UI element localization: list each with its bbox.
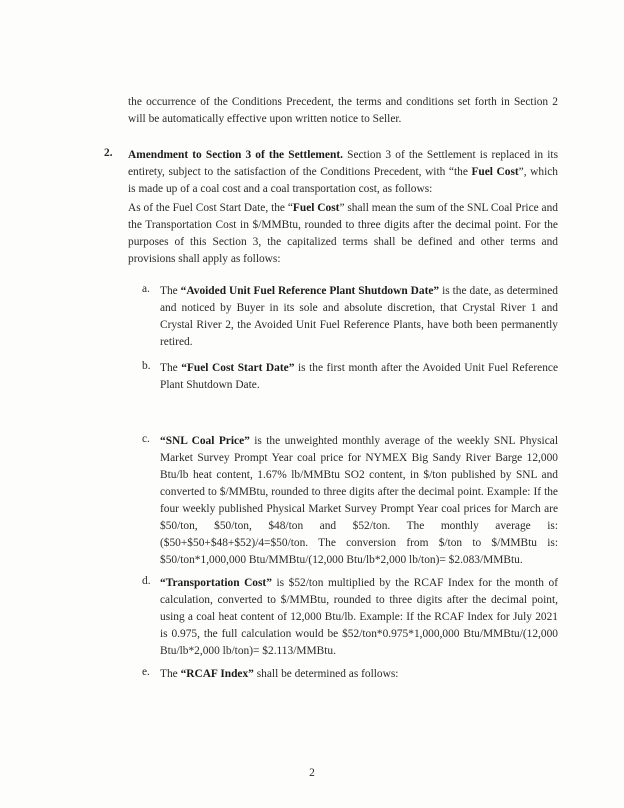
item-term: “Transportation Cost” xyxy=(160,577,272,589)
item-text: is the unweighted monthly average of the weekly SNL Physical Market Survey Prompt Year coal price for NYMEX Big Sandy River Barge 12,000 Btu/lb heat content, 1.67% lb/MMBtu SO2 content, in $/ton published by SNL and converted to $/MMBtu, rounded to three digits after the decimal point. Example: If the four weekly published Physical Market Survey Prompt Year coal prices for March are $50/ton, $50/ton, $48/ton and $52/ton. The monthly average is: ($50+$50+$48+$52)/4=$50/ton. The conversion from $/ton to $/MMBtu is: $50/ton*1,000,000 Btu/MMBtu/(12,000 Btu/lb*2,000 lb/ton)= $2.083/MMBtu. xyxy=(160,435,558,566)
section-text: ”, which is made up of a coal cost and a coal transportation cost, as follows: xyxy=(128,166,558,195)
intro-paragraph xyxy=(128,200,558,268)
item-term: “Avoided Unit Fuel Reference Plant Shutdown Date” xyxy=(180,285,440,297)
item-label: c. xyxy=(142,433,150,445)
item-text: The xyxy=(160,668,181,680)
item-label: b. xyxy=(142,360,151,372)
item-term: “RCAF Index” xyxy=(180,668,254,680)
continuation-text: the occurrence of the Conditions Precedent, the terms and conditions set forth in Section 2 will be automatically effective upon written notice to Seller. xyxy=(128,96,558,125)
list-item xyxy=(160,360,558,394)
section-heading: Amendment to Section 3 of the Settlement. xyxy=(128,149,343,161)
section-text: Section 3 of the Settlement is replaced in its entirety, subject to the satisfaction of the Conditions Precedent, with “the xyxy=(128,149,558,178)
item-text: is the date, as determined and noticed by Buyer in its sole and absolute discretion, that Crystal River 1 and Crystal River 2, the Avoided Unit Fuel Reference Plants, have both been permanently retired. xyxy=(160,285,558,348)
item-text: The xyxy=(160,362,182,374)
item-label: a. xyxy=(142,283,150,295)
item-text: The xyxy=(160,285,181,297)
item-term: “Fuel Cost Start Date” xyxy=(181,362,295,374)
item-label: e. xyxy=(142,666,150,678)
item-text: shall be determined as follows: xyxy=(253,668,399,680)
continuation-paragraph xyxy=(128,94,558,128)
item-term: “SNL Coal Price” xyxy=(160,435,250,447)
item-text: is the first month after the Avoided Unit Fuel Reference Plant Shutdown Date. xyxy=(160,362,559,391)
page-number: 2 xyxy=(309,767,315,779)
section-2-paragraph xyxy=(128,147,558,198)
list-item xyxy=(160,575,558,660)
list-item xyxy=(160,433,558,569)
list-item xyxy=(160,283,558,351)
intro-term: Fuel Cost xyxy=(292,202,340,214)
intro-text: ” shall mean the sum of the SNL Coal Price and the Transportation Cost in $/MMBtu, rounded to three digits after the decimal point. For the purposes of this Section 3, the capitalized terms shall be defined and other terms and provisions shall apply as follows: xyxy=(128,202,559,265)
section-number: 2. xyxy=(104,147,113,159)
section-term: Fuel Cost xyxy=(471,166,519,178)
list-item xyxy=(160,666,558,683)
item-label: d. xyxy=(142,575,151,587)
item-text: is $52/ton multiplied by the RCAF Index for the month of calculation, converted to $/MMBtu, rounded to three digits after the decimal point, using a coal heat content of 12,000 Btu/lb. Example: If the RCAF Index for July 2021 is 0.975, the full calculation would be $52/ton*0.975*1,000,000 Btu/MMBtu/(12,000 Btu/lb*2,000 lb/ton)= $2.113/MMBtu. xyxy=(160,577,558,657)
intro-text: As of the Fuel Cost Start Date, the “ xyxy=(128,202,293,214)
